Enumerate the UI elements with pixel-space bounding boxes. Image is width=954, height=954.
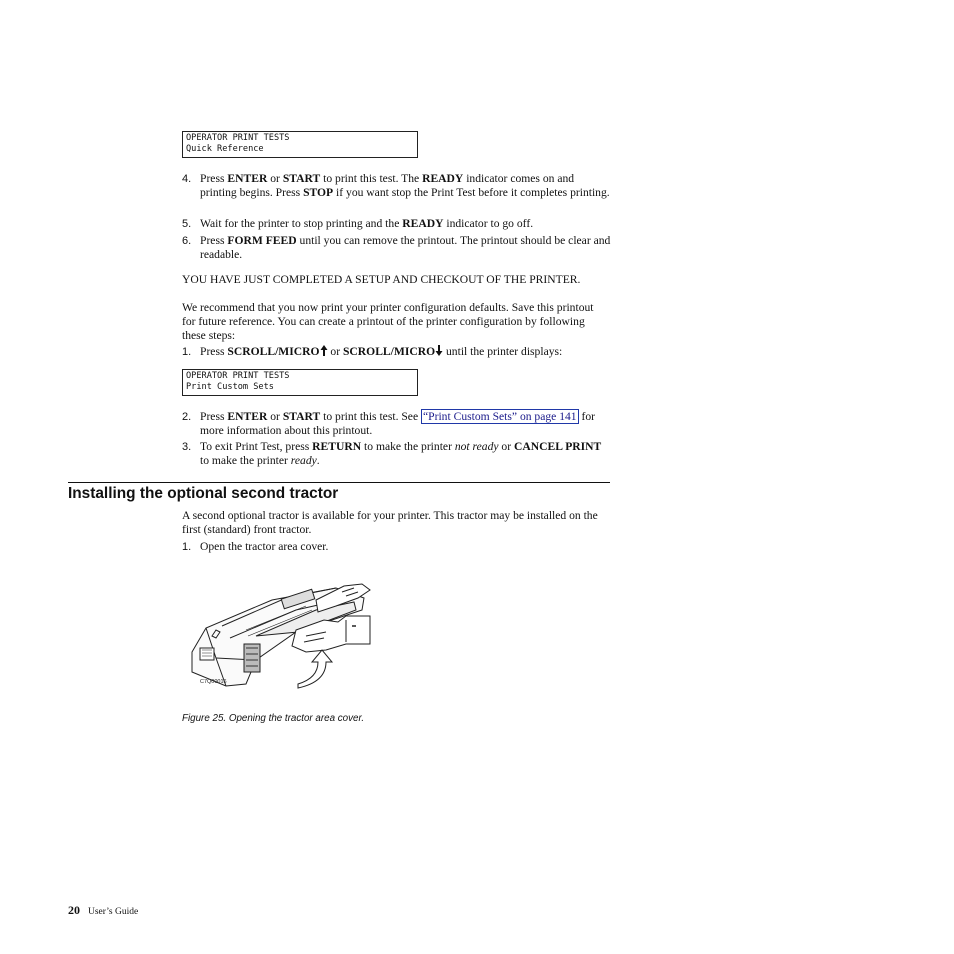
page-footer <box>68 901 138 919</box>
section-heading: Installing the optional second tractor <box>68 482 610 503</box>
step-text: . <box>316 454 320 467</box>
printer-illustration <box>186 580 378 692</box>
key-name: READY <box>422 172 464 185</box>
completed-notice: YOU HAVE JUST COMPLETED A SETUP AND CHECKOUT OF THE PRINTER. <box>182 273 581 286</box>
step-text: Press <box>200 410 228 423</box>
step-text: for more information about this printout. <box>200 410 596 437</box>
step-number: 2. <box>182 411 192 423</box>
key-name: START <box>282 172 321 185</box>
key-name: READY <box>402 217 444 230</box>
step-text: to make the printer <box>200 454 291 467</box>
step-number: 1. <box>182 541 192 553</box>
scroll-micro-down-key: SCROLL/MICRO <box>342 345 436 358</box>
key-name: FORM FEED <box>227 234 297 247</box>
print-custom-sets-link[interactable]: “Print Custom Sets” on page 141 <box>423 410 577 423</box>
step-text-fragment: if you want stop the Print Test before it completes printing. <box>333 186 610 199</box>
display-line-1: OPERATOR PRINT TESTS <box>186 371 290 381</box>
key-name: STOP <box>303 186 334 199</box>
step-number: 5. <box>182 218 192 230</box>
step-text: To exit Print Test, press <box>200 440 313 453</box>
step-text: or <box>267 410 283 423</box>
ready-term: ready <box>290 454 317 467</box>
figure-caption: Figure 25. Opening the tractor area cover. <box>182 713 365 724</box>
footer-title: User’s Guide <box>88 907 139 917</box>
step-print <box>182 410 612 438</box>
step-scroll <box>182 345 612 359</box>
step-text: to make the printer <box>361 440 455 453</box>
step-text-fragment: to print this test. The <box>320 172 423 185</box>
step-text-fragment: Press <box>200 172 228 185</box>
display-line-2: Quick Reference <box>186 144 264 154</box>
step-text-fragment: indicator comes on and printing begins. Press <box>200 172 575 199</box>
step-text <box>200 172 612 200</box>
step-text-fragment: Wait for the printer to stop printing and the <box>200 217 403 230</box>
enter-key: ENTER <box>227 410 268 423</box>
display-print-custom-sets <box>182 369 418 396</box>
arrow-down-icon <box>435 345 443 356</box>
step-text: or <box>327 345 343 358</box>
scroll-micro-up-key: SCROLL/MICRO <box>227 345 320 358</box>
step-text: to print this test. See <box>320 410 421 423</box>
step-text <box>200 217 612 231</box>
step-number: 1. <box>182 346 192 358</box>
page-number: 20 <box>68 903 80 917</box>
step-item <box>182 217 612 231</box>
cancel-print-key: CANCEL PRINT <box>513 440 602 453</box>
display-line-2: Print Custom Sets <box>186 382 274 392</box>
step-text: Open the tractor area cover. <box>200 540 329 553</box>
step-text-fragment: Press <box>200 234 228 247</box>
step-number: 6. <box>182 235 192 247</box>
step-text-fragment: or <box>267 172 283 185</box>
display-line-1: OPERATOR PRINT TESTS <box>186 133 290 143</box>
recommend-paragraph: We recommend that you now print your printer configuration defaults. Save this printout for future reference. You can create a printout of the printer configuration by following these steps: <box>182 301 594 342</box>
step-text: or <box>498 440 514 453</box>
not-ready-term: not ready <box>454 440 499 453</box>
step-item <box>182 172 612 200</box>
start-key: START <box>282 410 321 423</box>
key-name: ENTER <box>227 172 268 185</box>
step-text <box>200 234 612 262</box>
tractor-paragraph: A second optional tractor is available for your printer. This tractor may be installed on the first (standard) front tractor. <box>182 509 598 536</box>
step-number: 3. <box>182 441 192 453</box>
display-quick-reference <box>182 131 418 158</box>
step-text: until the printer displays: <box>443 345 563 358</box>
step-exit <box>182 440 612 468</box>
return-key: RETURN <box>312 440 362 453</box>
step-number: 4. <box>182 173 192 185</box>
arrow-up-icon <box>320 345 328 356</box>
step-item <box>182 234 612 262</box>
step-text-fragment: until you can remove the printout. The printout should be clear and readable. <box>200 234 611 261</box>
step-text-fragment: indicator to go off. <box>443 217 534 230</box>
step-text: Press <box>200 345 228 358</box>
figure-code: C7Q00016 <box>200 679 227 685</box>
step-open-cover <box>182 540 612 554</box>
